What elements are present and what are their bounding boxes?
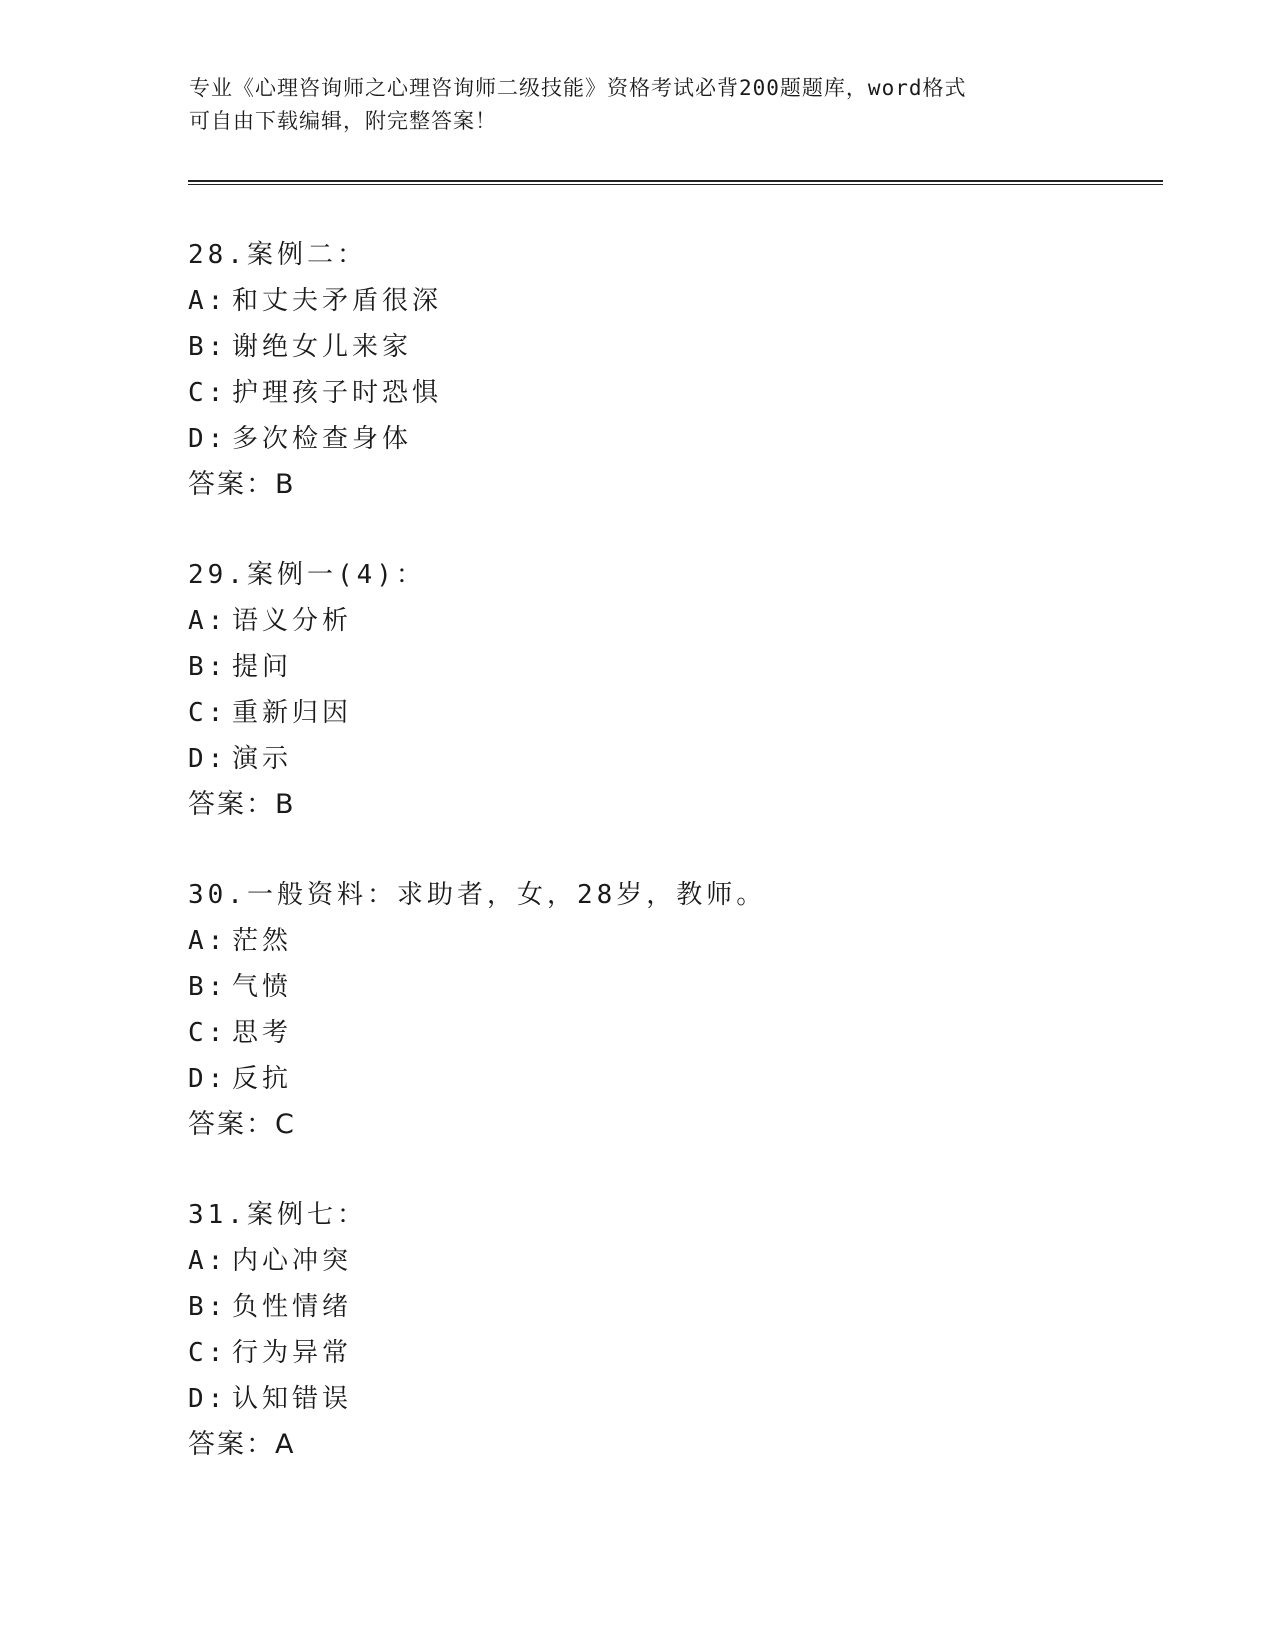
option-text: 思考 — [232, 1018, 293, 1048]
option-text: 内心冲突 — [232, 1246, 353, 1276]
document-header — [189, 72, 1089, 138]
option-label: D: — [188, 1064, 228, 1094]
header-line-2: 可自由下载编辑，附完整答案！ — [189, 109, 497, 133]
option-label: C: — [188, 1338, 228, 1368]
option-text: 提问 — [232, 652, 293, 682]
question-29 — [188, 552, 1088, 828]
option-label: D: — [188, 744, 228, 774]
option-c — [188, 690, 1088, 736]
option-d — [188, 1376, 1088, 1422]
option-label: A: — [188, 606, 228, 636]
option-b — [188, 964, 1088, 1010]
option-text: 认知错误 — [232, 1384, 353, 1414]
question-28 — [188, 232, 1088, 508]
option-text: 负性情绪 — [232, 1292, 353, 1322]
question-stem: 28.案例二： — [188, 240, 367, 270]
option-label: B: — [188, 1292, 228, 1322]
option-c — [188, 1330, 1088, 1376]
option-d — [188, 1056, 1088, 1102]
option-text: 多次检查身体 — [232, 424, 413, 454]
header-divider — [188, 180, 1163, 185]
question-stem: 31.案例七： — [188, 1200, 367, 1230]
answer: 答案：A — [188, 1429, 296, 1460]
option-text: 茫然 — [232, 926, 293, 956]
question-stem: 29.案例一(4)： — [188, 560, 426, 590]
option-c — [188, 1010, 1088, 1056]
option-label: D: — [188, 1384, 228, 1414]
option-label: A: — [188, 286, 228, 316]
option-b — [188, 1284, 1088, 1330]
option-text: 反抗 — [232, 1064, 293, 1094]
option-text: 语义分析 — [232, 606, 353, 636]
option-label: C: — [188, 378, 228, 408]
option-label: A: — [188, 926, 228, 956]
option-text: 演示 — [232, 744, 293, 774]
option-b — [188, 324, 1088, 370]
option-a — [188, 1238, 1088, 1284]
question-30 — [188, 872, 1088, 1148]
option-b — [188, 644, 1088, 690]
question-31 — [188, 1192, 1088, 1468]
option-text: 和丈夫矛盾很深 — [232, 286, 443, 316]
option-label: C: — [188, 1018, 228, 1048]
option-text: 气愤 — [232, 972, 293, 1002]
answer: 答案：B — [188, 789, 296, 820]
option-text: 重新归因 — [232, 698, 353, 728]
option-a — [188, 918, 1088, 964]
header-line-1: 专业《心理咨询师之心理咨询师二级技能》资格考试必背200题题库，word格式 — [189, 76, 967, 100]
option-a — [188, 598, 1088, 644]
option-c — [188, 370, 1088, 416]
option-text: 谢绝女儿来家 — [232, 332, 413, 362]
question-stem: 30.一般资料：求助者，女，28岁，教师。 — [188, 880, 767, 910]
option-text: 行为异常 — [232, 1338, 353, 1368]
option-label: A: — [188, 1246, 228, 1276]
option-d — [188, 736, 1088, 782]
option-label: B: — [188, 652, 228, 682]
option-a — [188, 278, 1088, 324]
answer: 答案：B — [188, 469, 296, 500]
option-label: B: — [188, 972, 228, 1002]
option-text: 护理孩子时恐惧 — [232, 378, 443, 408]
option-d — [188, 416, 1088, 462]
option-label: C: — [188, 698, 228, 728]
option-label: D: — [188, 424, 228, 454]
answer: 答案：C — [188, 1109, 296, 1140]
option-label: B: — [188, 332, 228, 362]
